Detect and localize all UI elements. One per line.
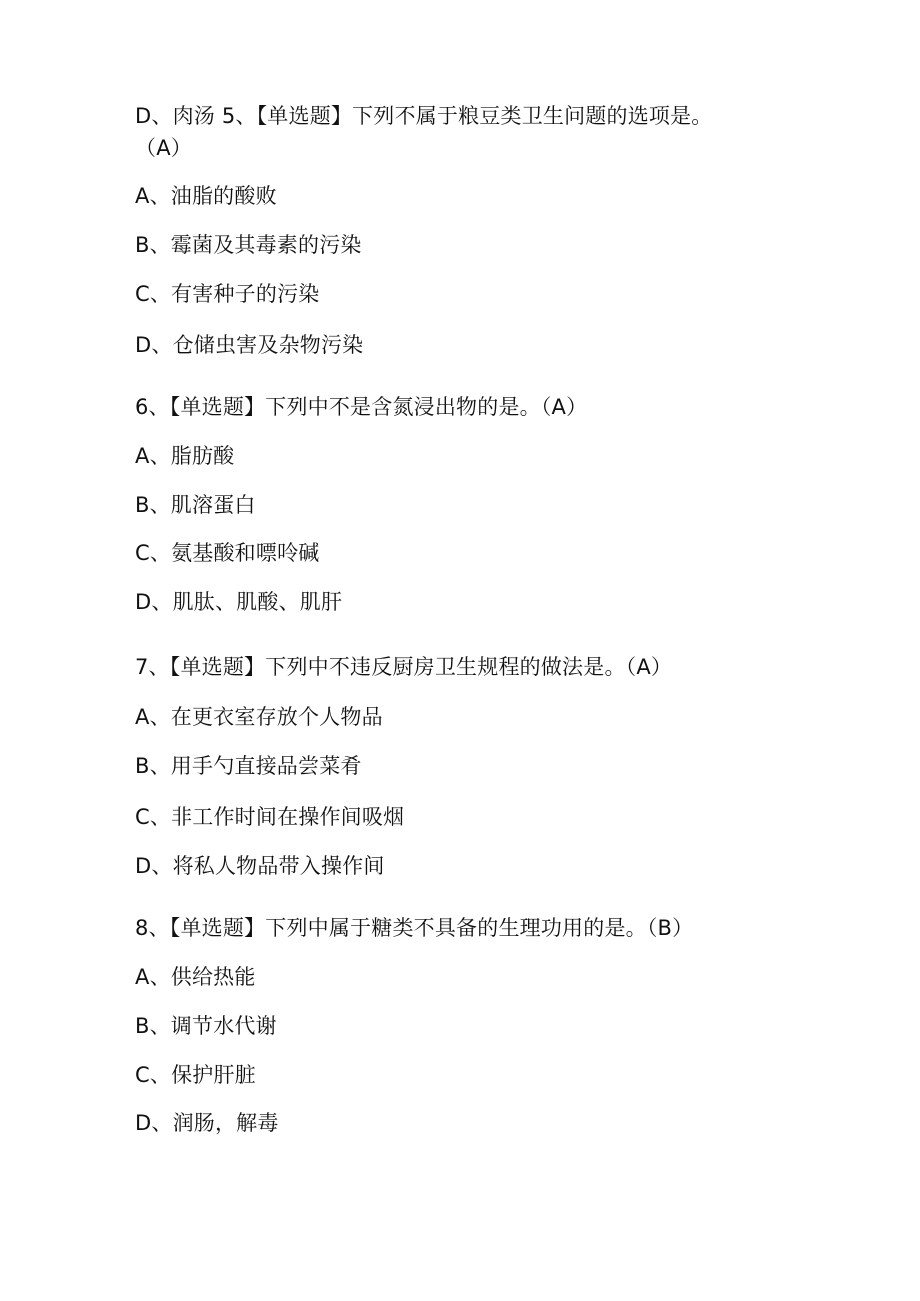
question-8-stem: 8、【单选题】下列中属于糖类不具备的生理功用的是。（B） [135,916,694,940]
question-8-option-d: D、润肠，解毒 [135,1111,279,1135]
question-5-option-b: B、霉菌及其毒素的污染 [135,233,362,257]
question-8-option-b: B、调节水代谢 [135,1014,277,1038]
question-6-option-b: B、肌溶蛋白 [135,493,256,517]
question-5-option-c: C、有害种子的污染 [135,282,320,306]
question-6-option-a: A、脂肪酸 [135,444,235,468]
question-5-prefix-line: D、肉汤 5、【单选题】下列不属于粮豆类卫生问题的选项是。 [135,104,713,128]
question-8-option-c: C、保护肝脏 [135,1063,256,1087]
question-7-option-a: A、在更衣室存放个人物品 [135,705,383,729]
question-7-option-d: D、将私人物品带入操作间 [135,854,385,878]
question-6-stem: 6、【单选题】下列中不是含氮浸出物的是。（A） [135,395,588,419]
question-5-option-a: A、油脂的酸败 [135,184,277,208]
question-6-option-c: C、氨基酸和嘌呤碱 [135,541,320,565]
question-6-option-d: D、肌肽、肌酸、肌肝 [135,590,343,614]
question-5-answer: （A） [135,136,192,160]
question-8-option-a: A、供给热能 [135,965,256,989]
question-7-stem: 7、【单选题】下列中不违反厨房卫生规程的做法是。（A） [135,655,673,679]
question-5-option-d: D、仓储虫害及杂物污染 [135,333,364,357]
question-7-option-b: B、用手勺直接品尝菜肴 [135,754,362,778]
question-7-option-c: C、非工作时间在操作间吸烟 [135,805,405,829]
